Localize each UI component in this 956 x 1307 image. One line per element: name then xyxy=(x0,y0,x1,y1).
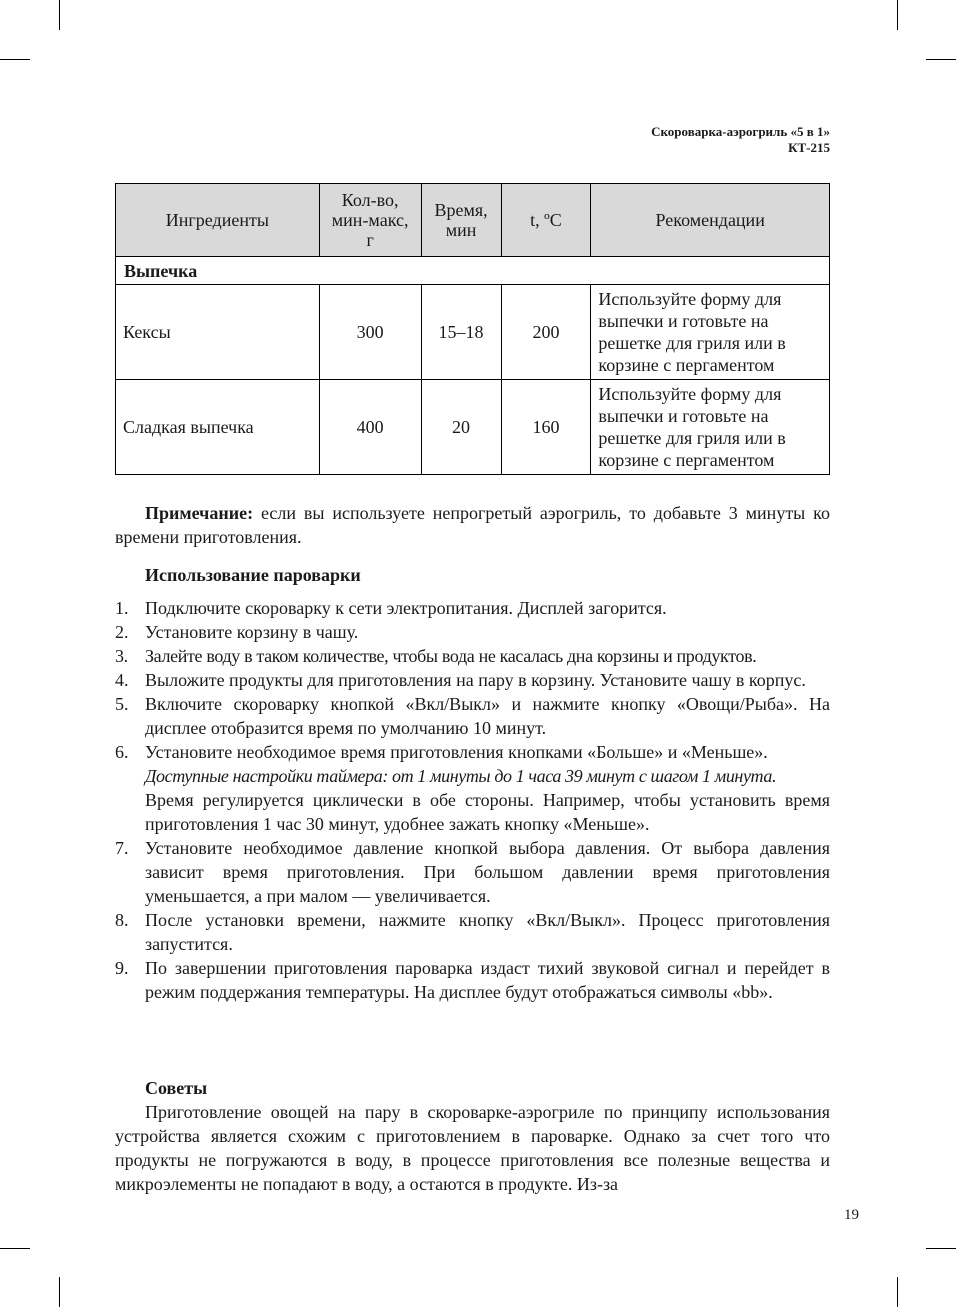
cell-recommendation: Используйте форму для выпечки и готовьте на решетке для гриля или в корзине с пергаментом xyxy=(591,380,830,475)
col-temperature: t, ºС xyxy=(501,184,591,257)
step-text: После установки времени, нажмите кнопку «Вкл/Выкл». Процесс приготовления запустится. xyxy=(145,910,830,954)
crop-mark xyxy=(0,1248,30,1249)
step-number: 8. xyxy=(115,910,129,930)
steamer-heading: Использование пароварки xyxy=(145,565,361,585)
table-section-row xyxy=(116,257,830,285)
running-header xyxy=(651,124,830,156)
cell-ingredient: Сладкая выпечка xyxy=(116,380,320,475)
step-number: 3. xyxy=(115,646,128,666)
table-row xyxy=(116,380,830,475)
tips-heading: Советы xyxy=(145,1078,208,1098)
step-number: 6. xyxy=(115,742,129,762)
step-number: 7. xyxy=(115,838,129,858)
cell-quantity: 300 xyxy=(319,285,421,380)
crop-mark xyxy=(926,59,956,60)
cell-temperature: 200 xyxy=(501,285,591,380)
crop-mark xyxy=(59,0,60,30)
table-header-row xyxy=(116,184,830,257)
list-item xyxy=(115,668,830,692)
step-number: 5. xyxy=(115,694,129,714)
table-row xyxy=(116,285,830,380)
col-recommendations: Рекомендации xyxy=(591,184,830,257)
step-text: Выложите продукты для приготовления на пару в корзину. Установите чашу в корпус. xyxy=(145,670,806,690)
header-model: КТ-215 xyxy=(788,140,830,155)
step-italic-note: Доступные настройки таймера: от 1 минуты до 1 часа 39 минут с шагом 1 минута. xyxy=(145,766,777,786)
crop-mark xyxy=(0,59,30,60)
col-time: Время, мин xyxy=(421,184,501,257)
step-text: Включите скороварку кнопкой «Вкл/Выкл» и нажмите кнопку «Овощи/Рыба». На дисплее отобразится время по умолчанию 10 минут. xyxy=(145,694,830,738)
step-number: 2. xyxy=(115,622,129,642)
tips-text: Приготовление овощей на пару в скороварке-аэрогриле по принципу использования устройства является схожим с приготовлением в пароварке. Однако за счет того что продукты не погружаются в воду, в процессе приготовления все полезные вещества и микроэлементы не попадают в воду, а остаются в продукте. Из-за xyxy=(115,1102,830,1194)
list-item xyxy=(115,644,830,668)
cell-temperature: 160 xyxy=(501,380,591,475)
note-paragraph xyxy=(115,501,830,549)
steamer-section xyxy=(115,563,830,1004)
step-text: Установите корзину в чашу. xyxy=(145,622,359,642)
col-ingredients: Ингредиенты xyxy=(116,184,320,257)
cell-ingredient: Кексы xyxy=(116,285,320,380)
recipe-table xyxy=(115,183,830,475)
crop-mark xyxy=(59,1277,60,1307)
list-item xyxy=(115,692,830,740)
steamer-steps xyxy=(115,596,830,1004)
step-text: По завершении приготовления пароварка издаст тихий звуковой сигнал и перейдет в режим поддержания температуры. На дисплее будут отображаться символы «bb». xyxy=(145,958,830,1002)
list-item xyxy=(115,908,830,956)
step-text: Залейте воду в таком количестве, чтобы вода не касалась дна корзины и продуктов. xyxy=(145,646,757,666)
step-number: 4. xyxy=(115,670,129,690)
header-product-name: Скороварка-аэрогриль «5 в 1» xyxy=(651,124,830,139)
crop-mark xyxy=(926,1248,956,1249)
step-text-continued: Время регулируется циклически в обе стороны. Например, чтобы установить время приготовления 1 час 30 минут, удобнее зажать кнопку «Меньше». xyxy=(145,790,830,834)
list-item xyxy=(115,836,830,908)
cell-time: 15–18 xyxy=(421,285,501,380)
step-number: 9. xyxy=(115,958,129,978)
crop-mark xyxy=(897,0,898,30)
cell-time: 20 xyxy=(421,380,501,475)
cell-quantity: 400 xyxy=(319,380,421,475)
list-item xyxy=(115,596,830,620)
crop-mark xyxy=(897,1277,898,1307)
step-text: Подключите скороварку к сети электропитания. Дисплей загорится. xyxy=(145,598,667,618)
page-number: 19 xyxy=(844,1207,859,1223)
note-label: Примечание: xyxy=(145,503,254,523)
step-number: 1. xyxy=(115,598,129,618)
step-text: Установите необходимое давление кнопкой выбора давления. От выбора давления зависит время приготовления. При большом давлении время приготовления уменьшается, а при малом — увеличивается. xyxy=(145,838,830,906)
col-quantity: Кол-во, мин-макс, г xyxy=(319,184,421,257)
list-item xyxy=(115,620,830,644)
list-item xyxy=(115,740,830,836)
list-item xyxy=(115,956,830,1004)
section-title: Выпечка xyxy=(116,257,830,285)
step-text: Установите необходимое время приготовления кнопками «Больше» и «Меньше». xyxy=(145,742,768,762)
cell-recommendation: Используйте форму для выпечки и готовьте на решетке для гриля или в корзине с пергаментом xyxy=(591,285,830,380)
tips-section xyxy=(115,1076,830,1196)
note-text: если вы используете непрогретый аэрогриль, то добавьте 3 минуты ко времени приготовления. xyxy=(115,503,830,547)
